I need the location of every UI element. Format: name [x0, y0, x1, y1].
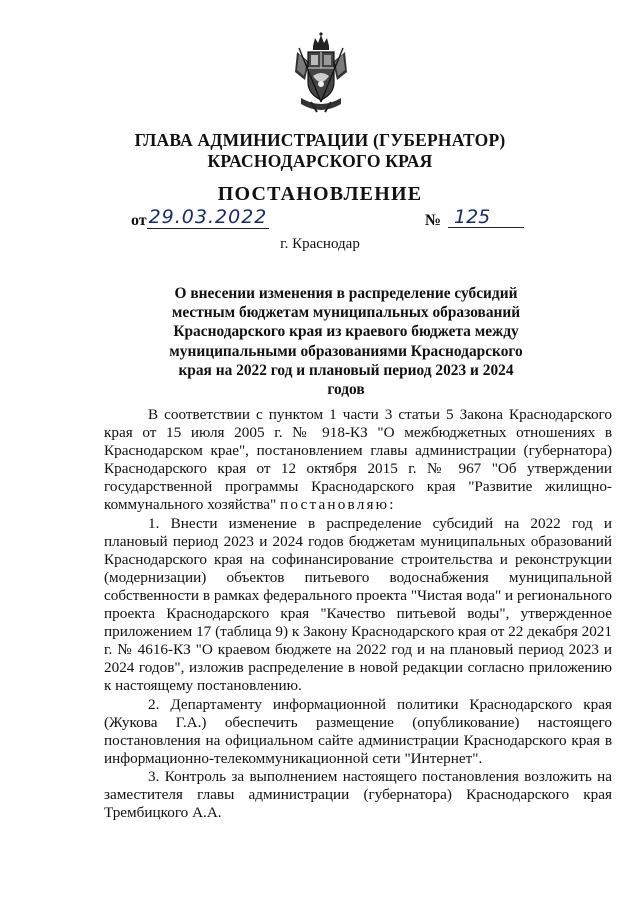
date-number-row	[0, 206, 640, 234]
number-prefix: №	[425, 212, 442, 229]
organization-name-line1: ГЛАВА АДМИНИСТРАЦИИ (ГУБЕРНАТОР)	[134, 130, 506, 150]
resolve-word: постановляю:	[280, 496, 396, 514]
document-title: О внесении изменения в распределение субсидий местным бюджетам муниципальных образований Краснодарского края из краевого бюджета между муниципальными образованиями Краснодарского края на 2022 год и плановый период 2023 и 2024 годов	[169, 285, 523, 399]
document-number: 125	[448, 206, 524, 228]
coat-of-arms-icon	[291, 32, 351, 114]
date-prefix: от	[131, 212, 147, 229]
item-2-paragraph: 2. Департаменту информационной политики Краснодарского края (Жукова Г.А.) обеспечить размещение (опубликование) настоящего постановления на официальном сайте администрации Краснодарского края в информационно-телекоммуникационной сети "Интернет".	[104, 695, 612, 767]
organization-name-line2: КРАСНОДАРСКОГО КРАЯ	[207, 151, 433, 171]
item-3-paragraph: 3. Контроль за выполнением настоящего постановления возложить на заместителя главы администрации (губернатора) Краснодарского края Трембицкого А.А.	[104, 767, 612, 822]
intro-text: В соответствии с пунктом 1 части 3 статьи 5 Закона Краснодарского края от 15 июля 2005 г. № 918-КЗ "О межбюджетных отношениях в Краснодарском крае", постановлением главы администрации (губернатора) Краснодарского края от 12 октября 2015 г. № 967 "Об утверждении государственной программы Краснодарского края "Развитие жилищно-коммунального хозяйства"	[104, 406, 612, 514]
city-name: г. Краснодар	[280, 236, 360, 252]
document-date: 29.03.2022	[148, 206, 268, 228]
document-type: ПОСТАНОВЛЕНИЕ	[217, 183, 423, 205]
intro-paragraph	[104, 406, 612, 515]
item-1-paragraph: 1. Внести изменение в распределение субсидий на 2022 год и плановый период 2023 и 2024 годов бюджетам муниципальных образований Краснодарского края на софинансирование строительства и реконструкции (модернизации) объектов питьевого водоснабжения муниципальной собственности в рамках федерального проекта "Чистая вода" и регионального проекта Краснодарского края "Качество питьевой воды", утвержденное приложением 17 (таблица 9) к Закону Краснодарского края от 22 декабря 2021 г. № 4616-КЗ "О краевом бюджете на 2022 год и на плановый период 2023 и 2024 годов", изложив распределение в новой редакции согласно приложению к настоящему постановлению.	[104, 514, 612, 695]
document-body	[104, 406, 612, 822]
